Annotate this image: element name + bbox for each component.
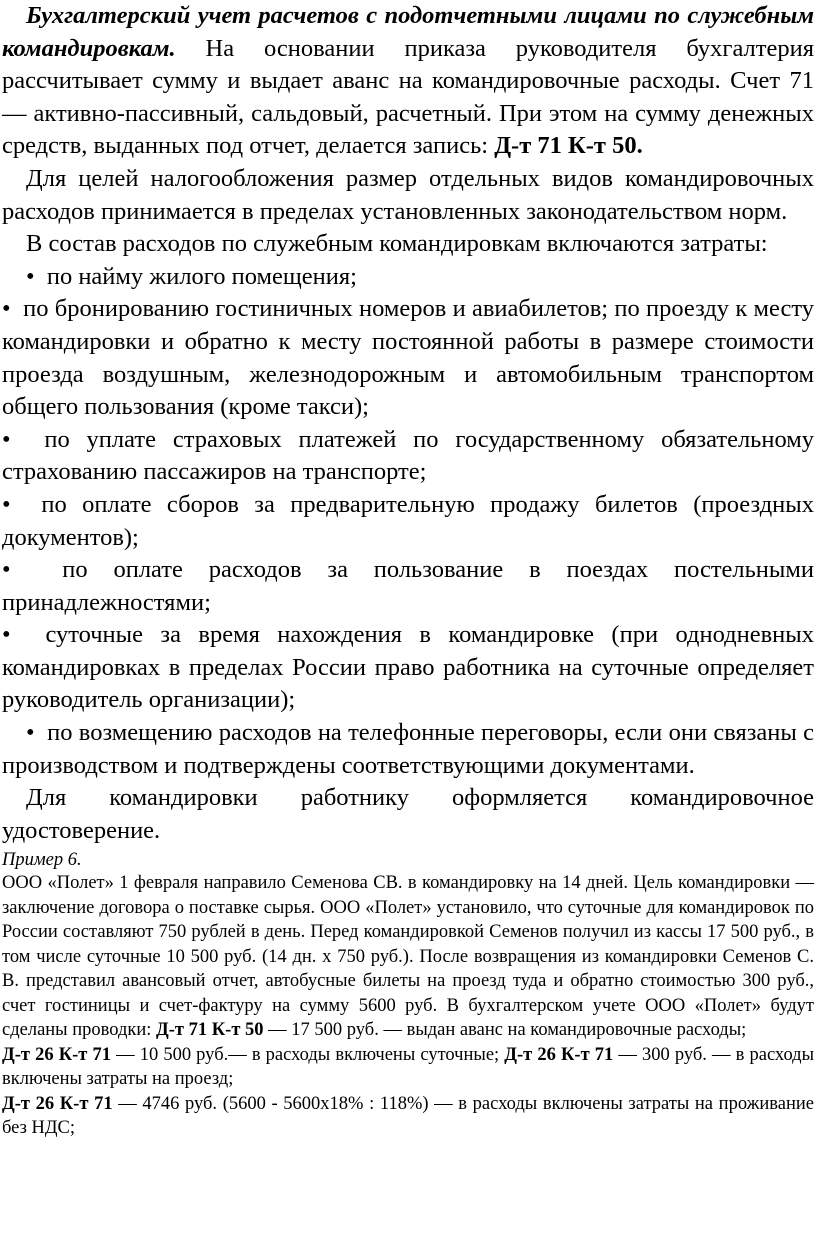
example-label: Пример 6. xyxy=(2,850,82,871)
entry-account-1: Д-т 71 К-т 50 xyxy=(156,1020,264,1041)
entry-text-3: — 300 руб. — в расходы включены затраты на проезд; xyxy=(2,1044,815,1090)
bullet-item xyxy=(2,554,814,619)
paragraph-intro xyxy=(2,0,814,163)
section-title: Бухгалтерский учет расчетов с подотчетными лицами по служебным командировкам. xyxy=(2,2,814,62)
entry-text-1: — 17 500 руб. — выдан аванс на командировочные расходы; xyxy=(263,1020,747,1041)
bullet-text: по оплате расходов за пользование в поездах постельными принадлежностями; xyxy=(2,556,814,616)
bullet-item xyxy=(2,619,814,717)
example-text xyxy=(2,871,814,1043)
bullet-text: по оплате сборов за предварительную продажу билетов (проездных документов); xyxy=(2,490,814,551)
bullet-item xyxy=(2,424,814,489)
bullet-item xyxy=(2,489,814,554)
paragraph-certificate: Для командировки работнику оформляется командировочное удостоверение. xyxy=(2,784,814,844)
entry-text-4: — 4746 руб. (5600 - 5600х18% : 118%) — в расходы включены затраты на проживание без НДС; xyxy=(2,1093,815,1139)
bullet-marker: • xyxy=(2,490,11,518)
bullet-marker: • xyxy=(2,425,11,453)
example-body: ООО «Полет» 1 февраля направило Семенова СВ. в командировку на 14 дней. Цель командировки — заключение договора о поставке сырья. ООО «Полет» установило, что суточные для командировок по России составляют 750 рублей в день. Перед командировкой Семенов получил из кассы 17 500 руб., в том числе суточные 10 500 руб. (14 дн. х 750 руб.). После возвращения из командировки Семенов С. В. представил авансовый отчет, автобусные билеты на проезд туда и обратно стоимостью 300 руб., счет гостиницы и счет-фактуру на сумму 5600 руб. В бухгалтерском учете ООО «Полет» будут сделаны проводки: xyxy=(2,873,814,1041)
bullet-marker: • xyxy=(2,556,11,584)
bullet-marker: • xyxy=(26,262,35,290)
paragraph-tax: Для целей налогообложения размер отдельных видов командировочных расходов принимается в пределах установленных законодательством норм. xyxy=(2,164,814,225)
bullet-text: по найму жилого помещения; xyxy=(46,262,357,290)
bullet-text: по уплате страховых платежей по государственному обязательному страхованию пассажиров на транспорте; xyxy=(2,425,814,486)
entry-text-2: — 10 500 руб.— в расходы включены суточные; xyxy=(110,1044,505,1065)
entry-account-3: Д-т 26 К-т 71 xyxy=(504,1044,614,1065)
bullet-marker: • xyxy=(26,719,35,747)
intro-text: На основании приказа руководителя бухгалтерия рассчитывает сумму и выдает аванс на командировочные расходы. Счет 71 — активно-пассивный, сальдовый, расчетный. При этом на сумму денежных средств, выданных под отчет, делается запись: xyxy=(2,34,814,160)
entry-account-4: Д-т 26 К-т 71 xyxy=(2,1093,113,1114)
entry-account-2: Д-т 26 К-т 71 xyxy=(2,1044,111,1065)
bullet-item xyxy=(2,261,814,294)
bullet-item xyxy=(2,717,814,782)
bullet-marker: • xyxy=(2,295,11,323)
bullet-marker: • xyxy=(2,621,11,649)
paragraph-expenses: В состав расходов по служебным командировкам включаются затраты: xyxy=(26,230,768,258)
bullet-text: суточные за время нахождения в командировке (при однодневных командировках в пределах России право работника на суточные определяет руководитель организации); xyxy=(2,621,814,714)
example-entries xyxy=(2,1043,814,1092)
bullet-item xyxy=(2,293,814,423)
example-entry-4 xyxy=(2,1092,814,1141)
bullet-text: по бронированию гостиничных номеров и авиабилетов; по проезду к месту командировки и обратно к месту постоянной работы в размере стоимости проезда воздушным, железнодорожным и автомобильным транспортом общего пользования (кроме такси); xyxy=(2,295,814,421)
accounting-entry: Д-т 71 К-т 50. xyxy=(494,132,643,160)
bullet-text: по возмещению расходов на телефонные переговоры, если они связаны с производством и подтверждены соответствующими документами. xyxy=(2,719,815,779)
